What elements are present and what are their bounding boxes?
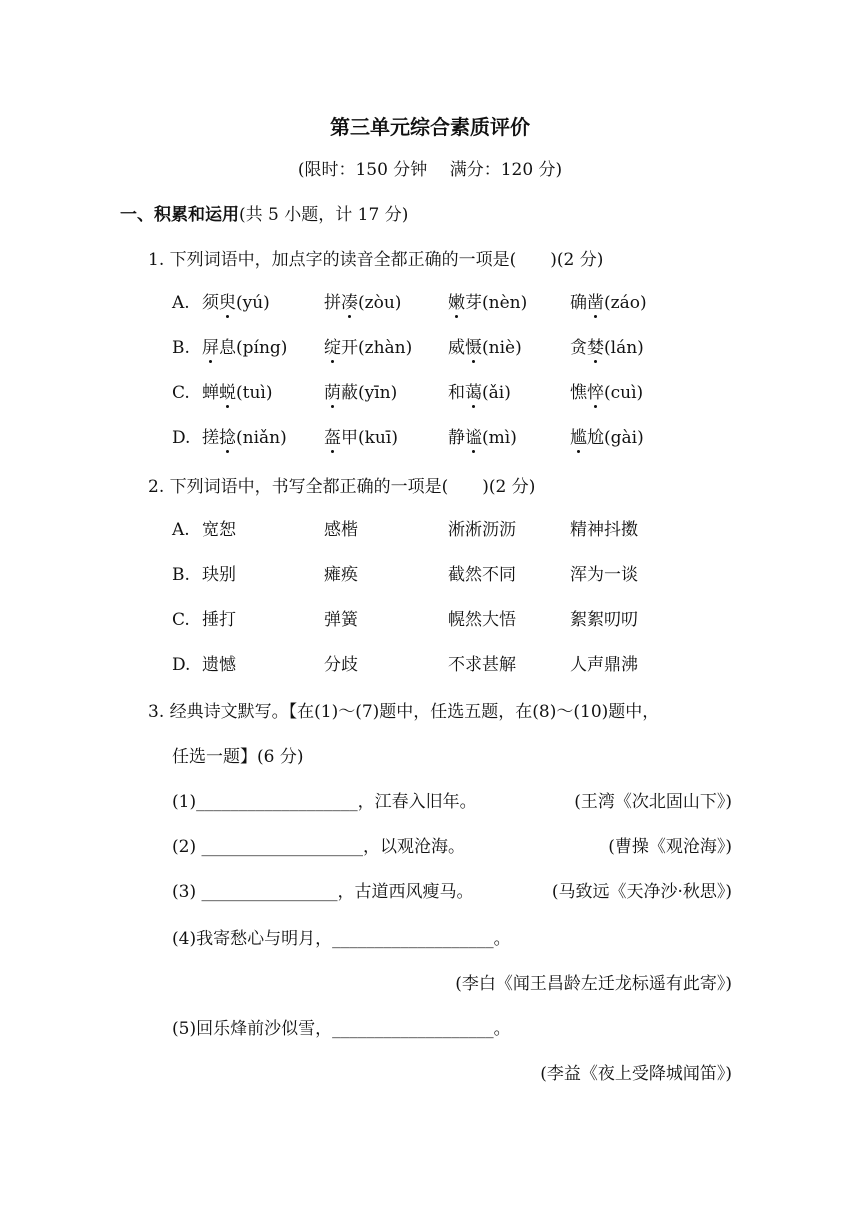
recitation-blank-text: (2) ___________________，以观沧海。: [172, 837, 465, 857]
option-word: 感楷: [324, 520, 358, 540]
word-pinyin: (zòu): [358, 293, 402, 313]
recitation-item-5-text: (5)回乐烽前沙似雪，___________________。: [172, 1019, 511, 1039]
dotted-character: 捻: [219, 428, 236, 448]
option-word: [448, 340, 522, 357]
word-pinyin: (tuì): [236, 383, 273, 403]
option-word: [324, 340, 412, 357]
option-letter: D.: [172, 655, 191, 675]
dotted-character: 蜕: [219, 383, 236, 403]
option-word: [202, 340, 287, 357]
option-letter: D.: [172, 428, 191, 448]
question-3-stem-line-2: 任选一题】(6 分): [172, 747, 304, 767]
option-word: 弹簧: [324, 610, 358, 630]
option-word: [448, 430, 517, 447]
recitation-source: (曹操《观沧海》): [608, 837, 732, 857]
word-prefix: 蝉: [202, 383, 219, 403]
dotted-character: 臾: [219, 293, 236, 313]
section-heading: [120, 207, 408, 224]
word-prefix: 憔: [570, 383, 587, 403]
recitation-item-1: [172, 794, 732, 816]
option-word: 瘫痪: [324, 565, 358, 585]
option-word: 玦别: [202, 565, 236, 585]
dotted-character: 尴: [570, 428, 587, 448]
word-pinyin: (cuì): [604, 383, 644, 403]
option-word: [570, 430, 644, 447]
word-pinyin: (lán): [604, 338, 644, 358]
option-row-q2-0: [172, 522, 732, 544]
dotted-character: 婪: [587, 338, 604, 358]
option-word: 浑为一谈: [570, 565, 638, 585]
recitation-blank-text: (3) ________________，古道西风瘦马。: [172, 882, 474, 902]
option-letter: C.: [172, 383, 190, 403]
section-title: 一、积累和运用: [120, 205, 239, 225]
option-row-q2-1: [172, 567, 732, 589]
word-pinyin: (yú): [236, 293, 270, 313]
option-word: 捶打: [202, 610, 236, 630]
dotted-character: 嫩: [448, 293, 465, 313]
dotted-character: 蔼: [465, 383, 482, 403]
option-row-q1-1: [172, 340, 732, 362]
option-word: 分歧: [324, 655, 358, 675]
option-letter: B.: [172, 338, 190, 358]
recitation-blank-text: (1)___________________，江春入旧年。: [172, 792, 477, 812]
word-prefix: 贪: [570, 338, 587, 358]
option-word: [448, 385, 511, 402]
option-word: [570, 385, 643, 402]
word-prefix: 和: [448, 383, 465, 403]
question-3-stem-line-1: 3. 经典诗文默写。【在(1)～(7)题中，任选五题，在(8)～(10)题中，: [148, 702, 660, 722]
word-pinyin: 尬(gài): [587, 428, 644, 448]
dotted-character: 绽: [324, 338, 341, 358]
option-row-q2-3: [172, 657, 732, 679]
recitation-item-5-source: (李益《夜上受降城闻笛》): [540, 1064, 732, 1084]
option-letter: C.: [172, 610, 190, 630]
option-word: [324, 295, 401, 312]
option-word: 宽恕: [202, 520, 236, 540]
option-letter: A.: [172, 293, 190, 313]
option-word: [202, 430, 287, 447]
option-word: [324, 385, 397, 402]
word-pinyin: 开(zhàn): [341, 338, 413, 358]
word-pinyin: 息(píng): [219, 338, 288, 358]
option-word: [448, 295, 527, 312]
word-prefix: 搓: [202, 428, 219, 448]
option-word: 絮絮叨叨: [570, 610, 638, 630]
word-prefix: 拼: [324, 293, 341, 313]
option-word: 不求甚解: [448, 655, 516, 675]
recitation-item-3: [172, 884, 732, 906]
option-row-q1-3: [172, 430, 732, 452]
page-title: 第三单元综合素质评价: [330, 115, 530, 139]
option-word: 遗憾: [202, 655, 236, 675]
dotted-character: 凿: [587, 293, 604, 313]
recitation-item-4-source: (李白《闻王昌龄左迁龙标遥有此寄》): [455, 974, 732, 994]
question-2-stem: 2. 下列词语中，书写全都正确的一项是( )(2 分): [148, 477, 536, 497]
word-prefix: 确: [570, 293, 587, 313]
option-word: 幌然大悟: [448, 610, 516, 630]
option-word: 人声鼎沸: [570, 655, 638, 675]
option-word: 淅淅沥沥: [448, 520, 516, 540]
word-pinyin: (mì): [482, 428, 517, 448]
word-pinyin: (ǎi): [482, 383, 511, 403]
option-letter: B.: [172, 565, 190, 585]
word-prefix: 须: [202, 293, 219, 313]
option-row-q2-2: [172, 612, 732, 634]
exam-info: (限时：150 分钟 满分：120 分): [297, 160, 563, 180]
recitation-source: (王湾《次北固山下》): [574, 792, 732, 812]
word-prefix: 静: [448, 428, 465, 448]
dotted-character: 慑: [465, 338, 482, 358]
question-1-stem: 1. 下列词语中，加点字的读音全都正确的一项是( )(2 分): [148, 250, 604, 270]
option-word: [570, 340, 644, 357]
word-pinyin: 蔽(yīn): [341, 383, 398, 403]
option-word: [202, 295, 270, 312]
dotted-character: 悴: [587, 383, 604, 403]
recitation-item-2: [172, 839, 732, 861]
option-word: [570, 295, 647, 312]
option-word: 精神抖擞: [570, 520, 638, 540]
dotted-character: 荫: [324, 383, 341, 403]
option-word: 截然不同: [448, 565, 516, 585]
option-row-q1-0: [172, 295, 732, 317]
dotted-character: 盔: [324, 428, 341, 448]
dotted-character: 凑: [341, 293, 358, 313]
recitation-source: (马致远《天净沙·秋思》): [551, 882, 732, 902]
word-pinyin: (záo): [604, 293, 647, 313]
option-word: [202, 385, 272, 402]
dotted-character: 谧: [465, 428, 482, 448]
word-pinyin: 甲(kuī): [341, 428, 398, 448]
word-pinyin: (niǎn): [236, 428, 287, 448]
option-row-q1-2: [172, 385, 732, 407]
word-pinyin: 芽(nèn): [465, 293, 528, 313]
option-letter: A.: [172, 520, 190, 540]
word-pinyin: (niè): [482, 338, 522, 358]
option-word: [324, 430, 398, 447]
word-prefix: 威: [448, 338, 465, 358]
section-note: (共 5 小题，计 17 分): [239, 205, 409, 225]
dotted-character: 屏: [202, 338, 219, 358]
recitation-item-4-text: (4)我寄愁心与明月，___________________。: [172, 929, 511, 949]
